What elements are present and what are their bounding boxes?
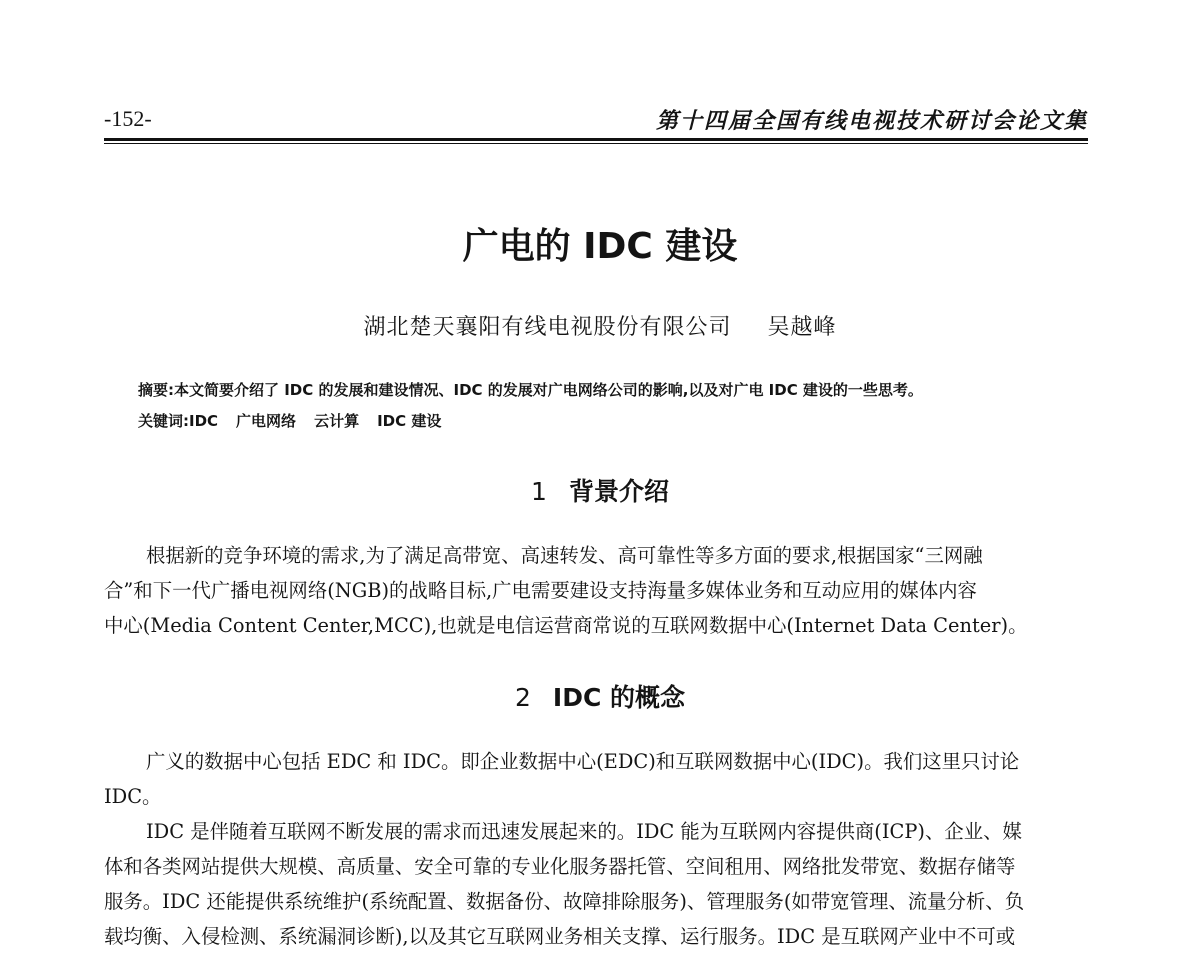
keyword: 广电网络 — [236, 412, 297, 430]
section-heading-2 — [0, 678, 1200, 714]
keywords-label: 关键词: — [138, 412, 189, 430]
paragraph — [104, 814, 1088, 954]
header-rule — [104, 138, 1088, 141]
paragraph — [104, 538, 1088, 643]
section-number: 1 — [531, 477, 547, 506]
author-name: 吴越峰 — [767, 315, 837, 340]
paragraph-line: IDC 是伴随着互联网不断发展的需求而迅速发展起来的。IDC 能为互联网内容提供商(ICP)、企业、媒 — [146, 820, 1022, 843]
keyword: IDC — [189, 412, 219, 430]
running-header: 第十四届全国有线电视技术研讨会论文集 — [655, 108, 1088, 134]
page-number: -152- — [104, 106, 152, 131]
paragraph-line: 载均衡、入侵检测、系统漏洞诊断),以及其它互联网业务相关支撑、运行服务。IDC 是互联网产业中不可或 — [104, 925, 1016, 948]
paragraph-line: 广义的数据中心包括 EDC 和 IDC。即企业数据中心(EDC)和互联网数据中心(IDC)。我们这里只讨论 — [146, 750, 1020, 773]
paragraph-line: 根据新的竞争环境的需求,为了满足高带宽、高速转发、高可靠性等多方面的要求,根据国家“三网融 — [146, 544, 983, 567]
keyword: 云计算 — [314, 412, 360, 430]
paragraph-line: 服务。IDC 还能提供系统维护(系统配置、数据备份、故障排除服务)、管理服务(如带宽管理、流量分析、负 — [104, 890, 1025, 913]
paragraph-line: 合”和下一代广播电视网络(NGB)的战略目标,广电需要建设支持海量多媒体业务和互动应用的媒体内容 — [104, 579, 977, 602]
section-title: 背景介绍 — [568, 477, 669, 506]
paragraph-line: 体和各类网站提供大规模、高质量、安全可靠的专业化服务器托管、空间租用、网络批发带宽、数据存储等 — [104, 855, 1016, 878]
author-line — [0, 310, 1200, 341]
paragraph-line: IDC。 — [104, 785, 162, 808]
affiliation: 湖北楚天襄阳有线电视股份有限公司 — [363, 315, 732, 340]
paragraph — [104, 744, 1088, 814]
keywords — [138, 410, 1098, 431]
section-title: IDC 的概念 — [552, 683, 685, 712]
section-heading-1 — [0, 472, 1200, 508]
abstract: 摘要:本文简要介绍了 IDC 的发展和建设情况、IDC 的发展对广电网络公司的影响,以及对广电 IDC 建设的一些思考。 — [138, 381, 923, 399]
section-number: 2 — [514, 683, 531, 712]
paragraph-line: 中心(Media Content Center,MCC),也就是电信运营商常说的互联网数据中心(Internet Data Center)。 — [104, 614, 1028, 637]
keyword: IDC 建设 — [377, 412, 442, 430]
paper-title: 广电的 IDC 建设 — [462, 226, 738, 267]
